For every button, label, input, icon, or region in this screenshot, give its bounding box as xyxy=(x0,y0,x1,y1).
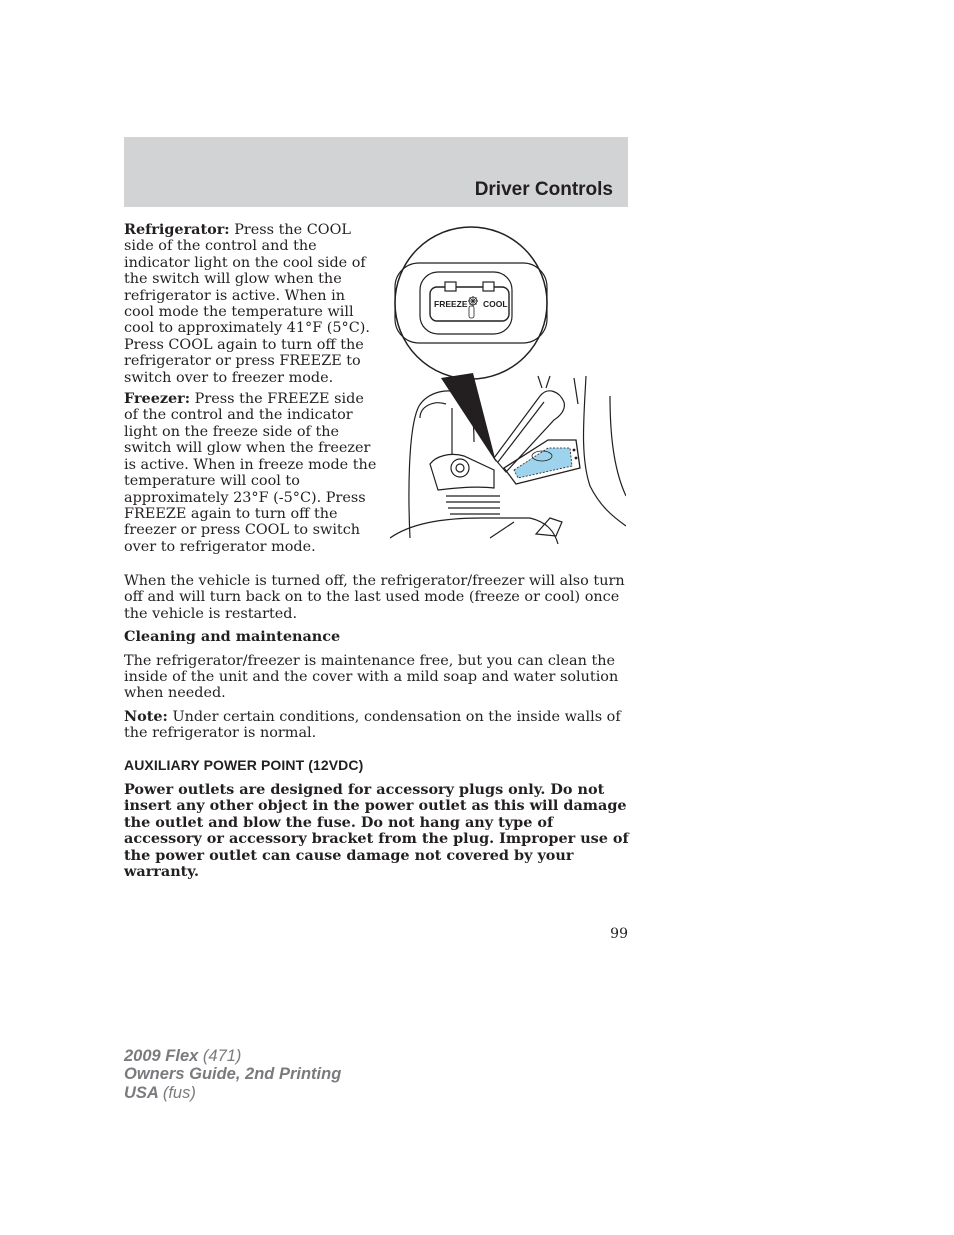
note-label: Note: xyxy=(124,707,168,725)
compartment-interior xyxy=(514,448,572,478)
page-number: 99 xyxy=(610,926,628,942)
header-band xyxy=(124,137,628,207)
thermometer-icon xyxy=(469,306,474,318)
freezer-paragraph xyxy=(124,391,378,555)
footer-model-line xyxy=(124,1047,341,1065)
footer-region: USA xyxy=(124,1083,159,1102)
cool-label: COOL xyxy=(483,299,508,309)
refrigerator-label: Refrigerator: xyxy=(124,221,230,238)
freezer-text: Press the FREEZE side of the control and the indicator light on the freeze side of the switch will glow when the freezer is active. When in freeze mode the temperature will cool to approximately 23°F (-5°C). Press FREEZE again to turn off the freezer or press COOL to switch over to refrigerator mode. xyxy=(124,391,377,555)
footer-model-code: (471) xyxy=(202,1047,242,1065)
refrigerator-paragraph xyxy=(124,222,378,386)
freezer-label: Freezer: xyxy=(124,390,191,408)
footer-region-code: (fus) xyxy=(162,1083,196,1102)
footer xyxy=(124,1047,341,1102)
section-title: Driver Controls xyxy=(474,179,613,200)
freeze-label: FREEZE xyxy=(434,299,468,309)
cleaning-heading: Cleaning and maintenance xyxy=(124,628,341,646)
vehicle-off-paragraph: When the vehicle is turned off, the refrigerator/freezer will also turn off and will turn back on to the last used mode (freeze or cool) once the vehicle is restarted. xyxy=(124,573,625,622)
aux-power-heading: AUXILIARY POWER POINT (12VDC) xyxy=(124,756,364,773)
snowflake-icon xyxy=(468,296,478,306)
aux-power-warning: Power outlets are designed for accessory plugs only. Do not insert any other object in the power outlet as this will damage the outlet and blow the fuse. Do not hang any type of accessory or accessory bracket from the plug. Improper use of the power outlet can cause damage not covered by your warranty. xyxy=(124,781,629,881)
callout-pointer xyxy=(441,373,496,462)
refrigerator-control-illustration xyxy=(390,226,626,544)
main-text xyxy=(124,573,630,888)
note-text: Under certain conditions, condensation on the inside walls of the refrigerator is normal. xyxy=(124,708,621,742)
footer-region-line xyxy=(124,1084,341,1102)
refrigerator-text: Press the COOL side of the control and the indicator light on the cool side of the switch will glow when the refrigerator is active. When in cool mode the temperature will cool to approximately 41°F (5°C). Press COOL again to turn off the refrigerator or press FREEZE to switch over to freezer mode. xyxy=(124,222,370,386)
refrigerator-freezer-column xyxy=(124,222,378,560)
footer-model: 2009 Flex xyxy=(124,1047,199,1065)
footer-guide: Owners Guide, 2nd Printing xyxy=(124,1065,342,1084)
cupholder xyxy=(451,459,469,477)
note-paragraph xyxy=(124,709,630,742)
cleaning-paragraph: The refrigerator/freezer is maintenance free, but you can clean the inside of the unit and the cover with a mild soap and water solution when needed. xyxy=(124,652,619,702)
